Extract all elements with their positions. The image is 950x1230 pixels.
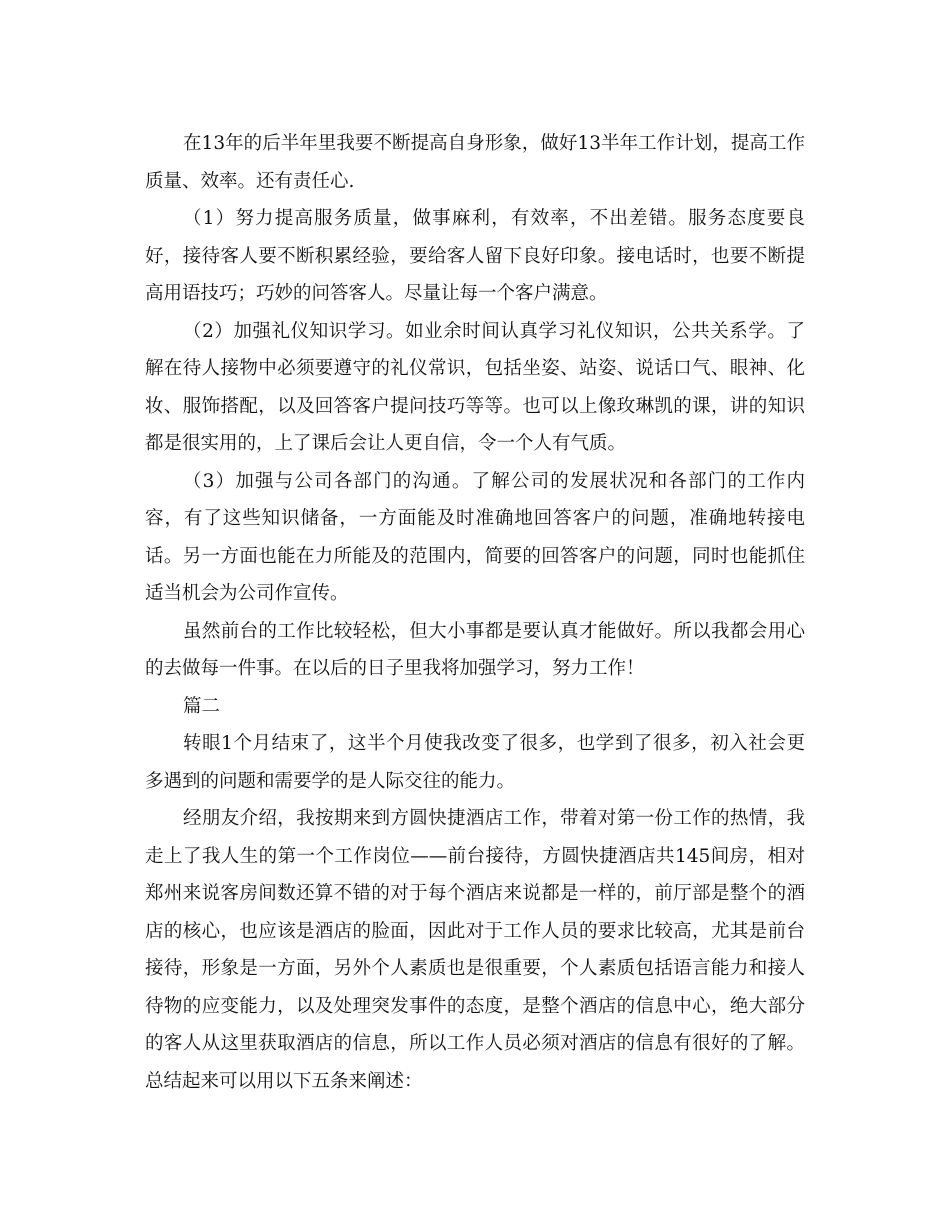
paragraph-point-3: （3）加强与公司各部门的沟通。了解公司的发展状况和各部门的工作内容，有了这些知识储备，一方面能及时准确地回答客户的问题，准确地转接电话。另一方面也能在力所能及的范围内，简要的回答客户的问题，同时也能抓住适当机会为公司作宣传。 [145, 470, 805, 604]
paragraph-closing: 虽然前台的工作比较轻松，但大小事都是要认真才能做好。所以我都会用心的去做每一件事。在以后的日子里我将加强学习，努力工作！ [145, 620, 805, 679]
section-heading: 篇二 [183, 695, 221, 717]
paragraph-point-1: （1）努力提高服务质量，做事麻利，有效率，不出差错。服务态度要良好，接待客人要不断积累经验，要给客人留下良好印象。接电话时，也要不断提高用语技巧；巧妙的问答客人。尽量让每一个客户满意。 [145, 208, 805, 304]
paragraph-intro: 在13年的后半年里我要不断提高自身形象，做好13半年工作计划，提高工作质量、效率。还有责任心. [145, 133, 805, 192]
paragraph-section2-intro: 转眼1个月结束了，这半个月使我改变了很多，也学到了很多，初入社会更多遇到的问题和需要学的是人际交往的能力。 [145, 733, 805, 792]
paragraph-section2-body: 经朋友介绍，我按期来到方圆快捷酒店工作，带着对第一份工作的热情，我走上了我人生的第一个工作岗位——前台接待，方圆快捷酒店共145间房，相对郑州来说客房间数还算不错的对于每个酒店来说都是一样的，前厅部是整个的酒店的核心，也应该是酒店的脸面，因此对于工作人员的要求比较高，尤其是前台接待，形象是一方面，另外个人素质也是很重要，个人素质包括语言能力和接人待物的应变能力，以及处理突发事件的态度，是整个酒店的信息中心，绝大部分的客人从这里获取酒店的信息，所以工作人员必须对酒店的信息有很好的了解。总结起来可以用以下五条来阐述： [145, 808, 805, 1092]
paragraph-point-2: （2）加强礼仪知识学习。如业余时间认真学习礼仪知识，公共关系学。了解在待人接物中必须要遵守的礼仪常识，包括坐姿、站姿、说话口气、眼神、化妆、服饰搭配，以及回答客户提问技巧等等。也可以上像玫琳凯的课，讲的知识都是很实用的，上了课后会让人更自信，令一个人有气质。 [145, 320, 805, 454]
document-body [145, 125, 805, 1100]
